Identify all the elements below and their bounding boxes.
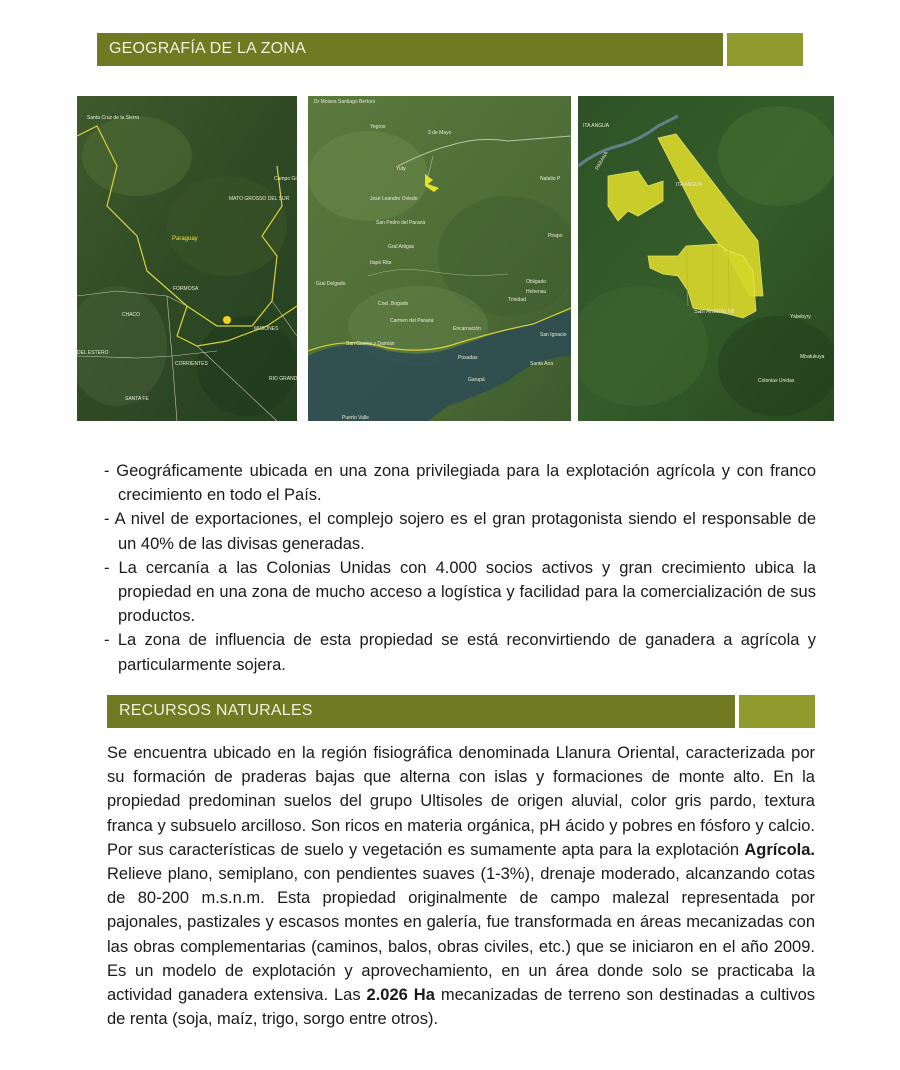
map-label: MATO GROSSO DEL SUR <box>229 196 290 202</box>
map-label: Carmen del Paraná <box>390 318 434 324</box>
map-label: DEL ESTERO <box>77 350 109 356</box>
map-label: PARANÁ <box>594 150 610 172</box>
map-label: Natalio P <box>540 176 561 182</box>
list-item: - Geográficamente ubicada en una zona privilegiada para la explotación agrícola y con franco crecimiento en todo el País. <box>104 462 816 505</box>
map-label: Obligado <box>526 279 547 285</box>
paragraph-text: mecanizadas de terreno son destinadas a cultivos de renta (soja, maíz, trigo, sorgo entre otros). <box>107 986 815 1029</box>
map-label: MISIONES <box>254 326 279 332</box>
paragraph-bold-text: 2.026 Ha <box>366 986 435 1005</box>
paragraph-text: Relieve plano, semiplano, con pendientes suaves (1-3%), drenaje moderado, alcanzando cotas de 80-200 m.s.n.m. Esta propiedad originalmente de campo malezal representada por pajonales, pastizales y escasos montes en galería, fue transformada en áreas mecanizadas con las obras complementarias (caminos, balos, obras civiles, etc.) que se iniciaron en el año 2009. Es un modelo de explotación y aprovechamiento, en un área donde solo se practicaba la actividad ganadera extensiva. Las <box>107 865 815 1005</box>
map-label: RIO GRAND <box>269 376 297 382</box>
map-label: Encarnación <box>453 326 481 332</box>
map-label: Colonias Unidas <box>758 378 795 384</box>
header-end-block <box>727 33 803 66</box>
map-label: Yuty <box>396 166 406 172</box>
section-title: GEOGRAFÍA DE LA ZONA <box>109 40 306 57</box>
map-label: Itapé Rita <box>370 260 392 266</box>
map-label: 3 de Mayo <box>428 130 452 136</box>
paragraph-text: Se encuentra ubicado en la región fisiográfica denominada Llanura Oriental, caracterizada por su formación de praderas bajas que alterna con islas y formaciones de monte alto. En la propiedad predominan suelos del grupo Ultisoles de origen aluvial, color gris pardo, textura franca y subsuelo arcilloso. Son ricos en materia orgánica, pH ácido y pobres en fósforo y calcio. Por sus características de suelo y vegetación es sumamente apta para la explotación <box>107 744 815 859</box>
paragraph-bold-text: Agrícola. <box>744 840 815 859</box>
list-item: - La zona de influencia de esta propiedad se está reconvirtiendo de ganadera a agrícola y particularmente sojera. <box>104 631 816 674</box>
map-label: San Antonio Mi <box>694 309 735 315</box>
recursos-paragraph <box>107 741 815 1031</box>
map-label: Trinidad <box>508 297 526 303</box>
map-label: Hohenau <box>526 289 547 295</box>
map-label: Cnel. Bogado <box>378 301 409 307</box>
map-label: Yegros <box>370 124 386 130</box>
header-end-block <box>739 695 815 728</box>
map-label: Puerto Valle <box>342 415 369 421</box>
map-label: Dr Moises Santiago Bertoni <box>314 99 375 105</box>
map-label: Garupá <box>468 377 485 383</box>
map-label: Gral Delgado <box>316 281 346 287</box>
map-label: San Ignacio <box>540 332 567 338</box>
list-item: - A nivel de exportaciones, el complejo sojero es el gran protagonista siendo el responsable de un 40% de las divisas generadas. <box>104 510 816 553</box>
section-title: RECURSOS NATURALES <box>119 702 313 719</box>
map-label: ITA ANGUA <box>676 182 703 188</box>
map-label: FORMOSA <box>173 286 199 292</box>
map-label: José Leandro Oviedo <box>370 196 418 202</box>
map-label: Pirapo <box>548 233 563 239</box>
geografia-bullet-list <box>104 459 816 677</box>
map-label: San Cosme y Damián <box>346 341 395 347</box>
satellite-map-region <box>77 96 297 421</box>
map-label: Yabebyry <box>790 314 811 320</box>
map-label: Posadas <box>458 355 478 361</box>
section-header-geografia <box>97 33 803 66</box>
map-label: Campo Gr <box>274 176 297 182</box>
section-header-recursos <box>107 695 815 728</box>
map-label: Santa Cruz de la Sierra <box>87 115 139 121</box>
map-label: San Pedro del Paraná <box>376 220 426 226</box>
map-label: CHACO <box>122 312 141 318</box>
map-label: CORRIENTES <box>175 361 208 367</box>
map-label: SANTA FE <box>125 396 149 402</box>
map-label: Paraguay <box>172 236 198 242</box>
map-label: Santa Ana <box>530 361 554 367</box>
map-label: Mbatukuya <box>800 354 825 360</box>
map-label: Gral Artigas <box>388 244 415 250</box>
satellite-map-local <box>308 96 571 421</box>
satellite-map-property <box>578 96 834 421</box>
map-label: ITA ANGUA <box>583 123 610 129</box>
list-item: - La cercanía a las Colonias Unidas con 4.000 socios activos y gran crecimiento ubica la propiedad en una zona de mucho acceso a logística y facilidad para la comercialización de sus productos. <box>104 558 816 626</box>
